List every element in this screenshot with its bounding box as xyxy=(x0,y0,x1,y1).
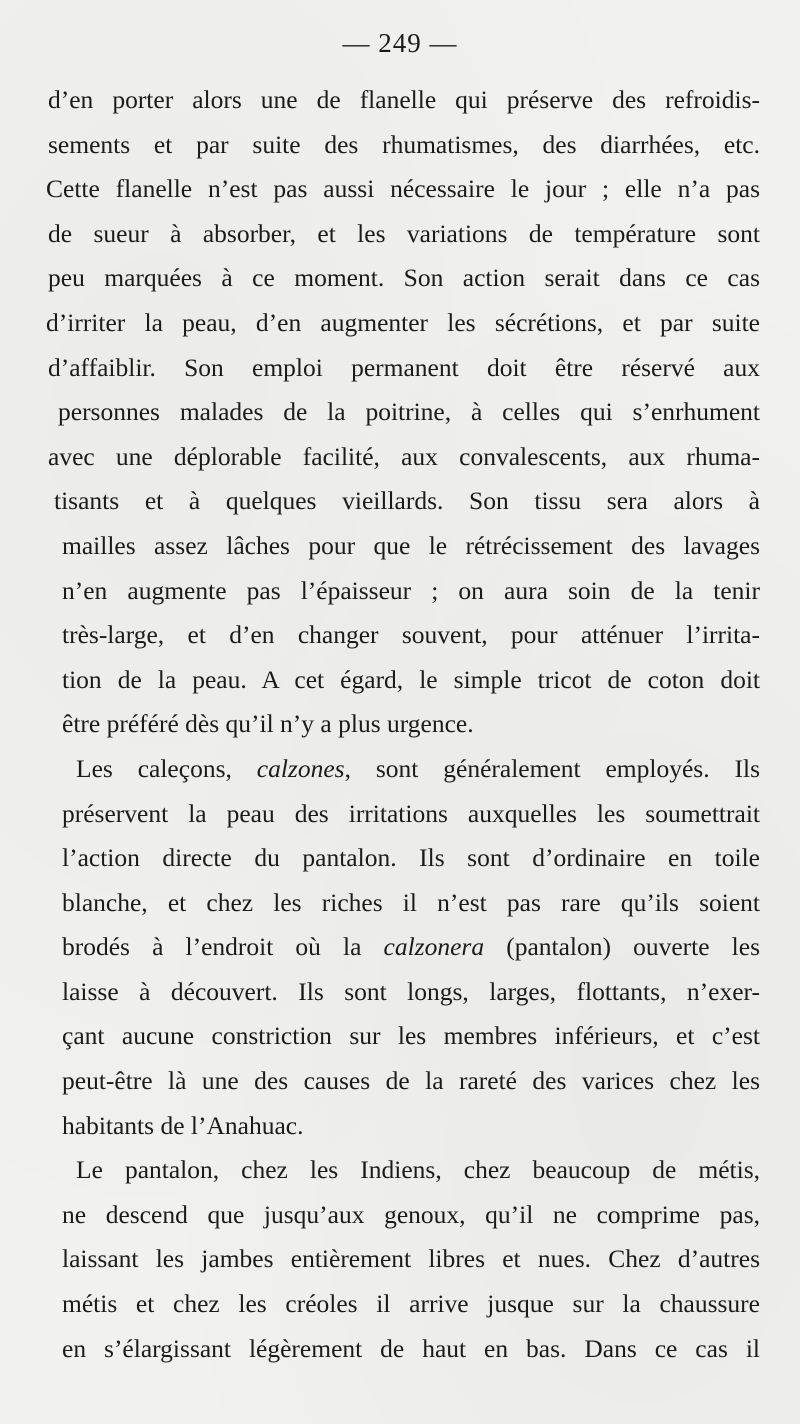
text-line: habitants de l’Anahuac. xyxy=(62,1110,304,1140)
text-fragment: , sont généralement employés. Ils xyxy=(344,753,760,783)
text-line: être préféré dès qu’il n’y a plus urgence. xyxy=(62,709,474,739)
text-line: tion de la peau. A cet égard, le simple tricot de coton doit xyxy=(62,664,760,694)
text-line: de sueur à absorber, et les variations de température sont xyxy=(48,218,760,248)
text-line: très-large, et d’en changer souvent, pour atténuer l’irrita- xyxy=(62,620,760,650)
text-line: peu marquées à ce moment. Son action serait dans ce cas xyxy=(48,263,760,293)
text-line: d’en porter alors une de flanelle qui préserve des refroidis- xyxy=(48,85,760,114)
text-line: d’affaiblir. Son emploi permanent doit être réservé aux xyxy=(48,352,760,382)
text-line: préservent la peau des irritations auxquelles les soumettrait xyxy=(62,798,760,828)
text-fragment: (pantalon) ouverte les xyxy=(484,932,760,962)
text-line: tisants et à quelques vieillards. Son tissu sera alors à xyxy=(54,486,760,516)
text-fragment: Les caleçons, xyxy=(76,753,257,783)
paragraph-2 xyxy=(40,747,760,1148)
text-fragment: brodés à l’endroit où la xyxy=(62,932,384,962)
text-line: sements et par suite des rhumatismes, des diarrhées, etc. xyxy=(48,129,760,159)
text-line: Le pantalon, chez les Indiens, chez beaucoup de métis, xyxy=(76,1155,760,1185)
text-line: métis et chez les créoles il arrive jusque sur la chaussure xyxy=(62,1289,760,1319)
text-line: ne descend que jusqu’aux genoux, qu’il ne comprime pas, xyxy=(62,1199,760,1229)
text-line: l’action directe du pantalon. Ils sont d’ordinaire en toile xyxy=(62,843,760,873)
paragraph-1 xyxy=(40,78,760,747)
text-line: çant aucune constriction sur les membres inférieurs, et c’est xyxy=(62,1021,760,1051)
text-line: blanche, et chez les riches il n’est pas rare qu’ils soient xyxy=(62,887,760,917)
body-text xyxy=(40,78,760,1371)
text-line: en s’élargissant légèrement de haut en bas. Dans ce cas il xyxy=(62,1333,760,1363)
text-line: avec une déplorable facilité, aux convalescents, aux rhuma- xyxy=(48,441,760,471)
text-line xyxy=(40,747,760,792)
text-line xyxy=(40,925,760,970)
text-line: d’irriter la peau, d’en augmenter les sécrétions, et par suite xyxy=(46,307,760,337)
text-line: Cette flanelle n’est pas aussi nécessaire le jour ; elle n’a pas xyxy=(46,174,760,204)
italic-term: calzonera xyxy=(383,932,485,962)
text-line: peut-être là une des causes de la rareté des varices chez les xyxy=(62,1066,760,1096)
text-line: laisse à découvert. Ils sont longs, larges, flottants, n’exer- xyxy=(62,976,760,1006)
text-line: personnes malades de la poitrine, à celles qui s’enrhument xyxy=(58,397,760,427)
text-line: mailles assez lâches pour que le rétrécissement des lavages xyxy=(62,530,760,560)
page-number: — 249 — xyxy=(342,28,458,58)
italic-term: calzones xyxy=(256,753,345,783)
paragraph-3 xyxy=(40,1148,760,1371)
text-line: laissant les jambes entièrement libres et nues. Chez d’autres xyxy=(62,1244,760,1274)
text-line: n’en augmente pas l’épaisseur ; on aura soin de la tenir xyxy=(62,575,760,605)
